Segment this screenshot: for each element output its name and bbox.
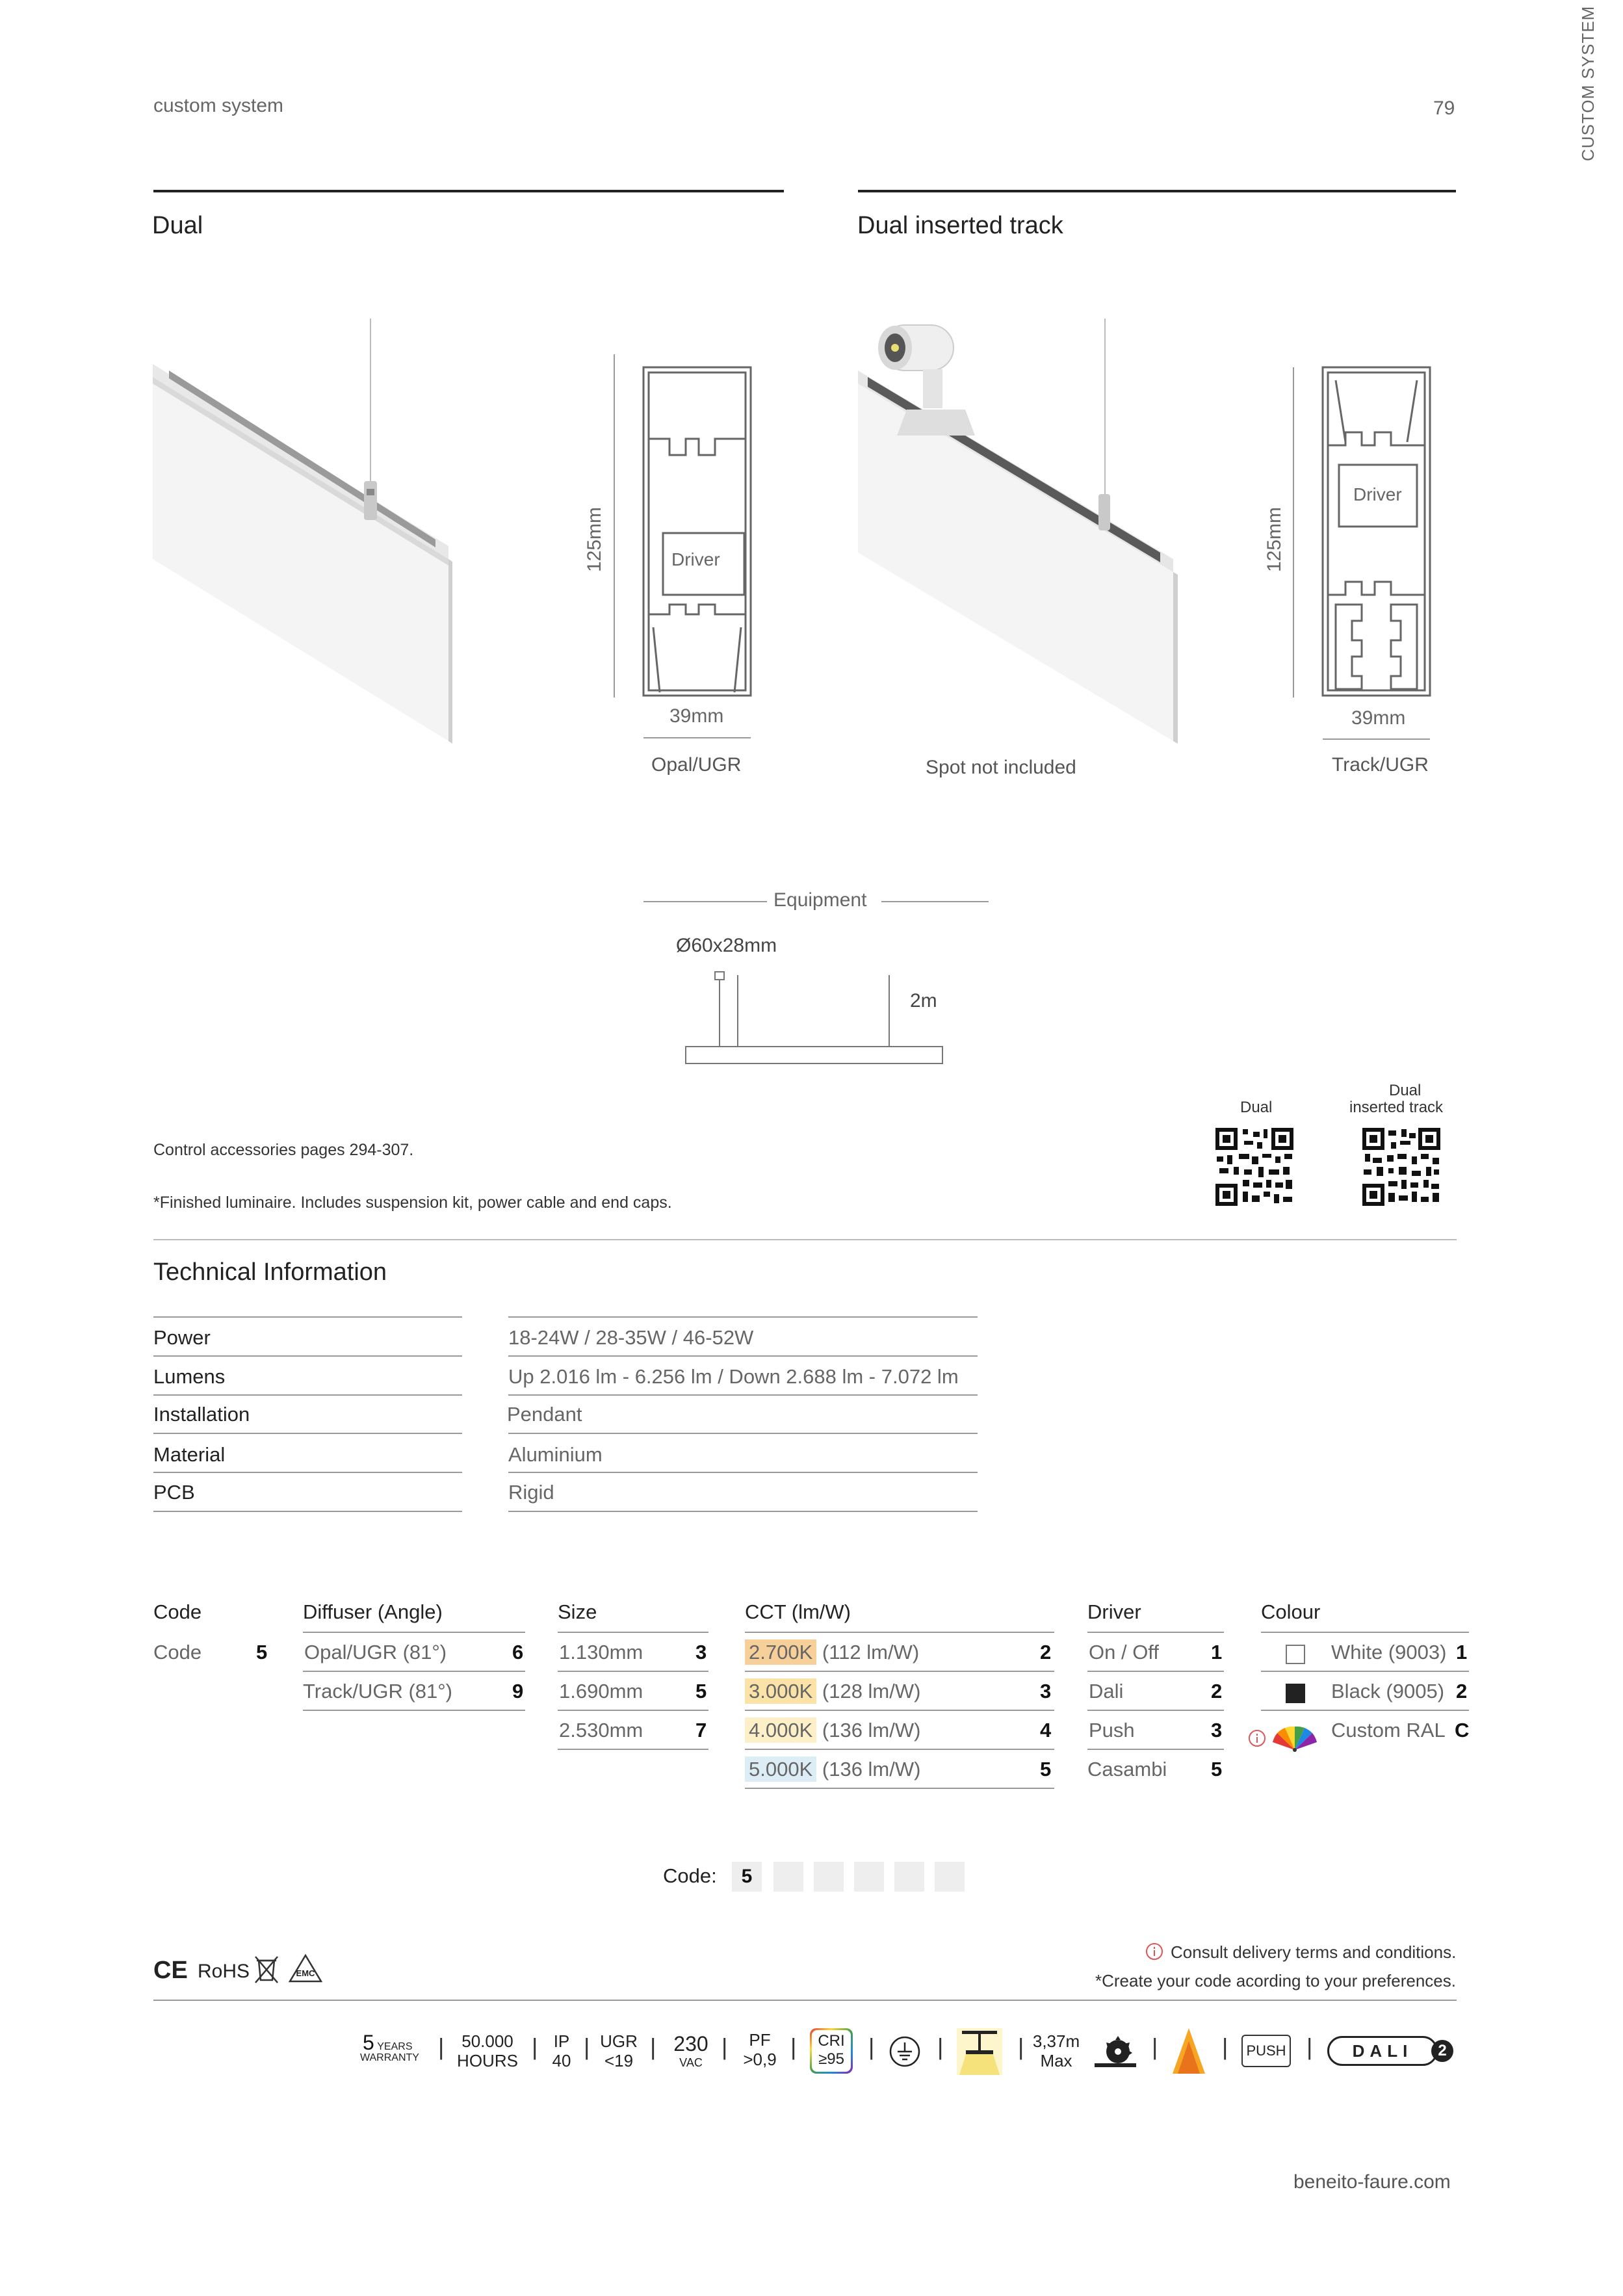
header-colour: Colour	[1261, 1600, 1321, 1623]
cct-efficacy: (136 lm/W)	[822, 1719, 921, 1742]
weee-bin-icon	[253, 1954, 279, 1984]
max-length-value: 3,37m	[1032, 2031, 1080, 2051]
cct-efficacy: (112 lm/W)	[822, 1641, 920, 1663]
spec-label-lumens: Lumens	[153, 1365, 226, 1388]
voltage-value: 230	[673, 2032, 708, 2055]
page-number: 79	[1433, 98, 1455, 119]
qr-code-dual[interactable]	[1215, 1128, 1293, 1206]
colour-option-label[interactable]: Black (9005)	[1331, 1680, 1445, 1702]
ral-color-fan-icon	[1271, 1724, 1319, 1753]
code-slot-value: 5	[741, 1866, 753, 1887]
diffuser-option-label[interactable]: Opal/UGR (81°)	[304, 1641, 447, 1663]
side-tab: CUSTOM SYSTEM	[1578, 5, 1598, 161]
colour-option-code: 2	[1456, 1680, 1468, 1702]
spec-value-material: Aluminium	[508, 1443, 603, 1466]
website-link[interactable]: beneito-faure.com	[1293, 2171, 1451, 2193]
dali-logo-text: DALI	[1327, 2036, 1438, 2066]
size-option-code: 3	[695, 1641, 707, 1663]
accessories-note: Control accessories pages 294-307.	[153, 1141, 414, 1159]
driver-option-code: 3	[1211, 1719, 1223, 1742]
up-down-light-icon	[957, 2028, 1002, 2075]
dual-width-label: 39mm	[669, 705, 724, 727]
code-slot-driver[interactable]	[894, 1862, 924, 1892]
equipment-cable: 2m	[910, 990, 937, 1011]
driver-option-code: 1	[1211, 1641, 1223, 1663]
dual-track-title: Dual inserted track	[857, 212, 1063, 239]
warranty-label: WARRANTY	[360, 2052, 419, 2063]
push-dimming-badge: PUSH	[1241, 2035, 1291, 2067]
hours-badge	[455, 2032, 520, 2071]
ip-label: IP	[553, 2031, 570, 2051]
dual-track-luminaire-image	[855, 312, 1180, 754]
code-label: Code	[153, 1641, 202, 1663]
cri-label: CRI	[818, 2032, 845, 2050]
max-length-badge	[1030, 2032, 1082, 2071]
voltage-badge	[669, 2032, 712, 2069]
code-slot-colour[interactable]	[935, 1862, 965, 1892]
dual-caption: Opal/UGR	[651, 754, 742, 776]
colour-option-code: 1	[1456, 1641, 1468, 1663]
header-cct: CCT (lm/W)	[745, 1600, 851, 1623]
dual-track-height-label: 125mm	[1264, 506, 1285, 572]
header-size: Size	[558, 1600, 597, 1623]
spec-label-pcb: PCB	[153, 1481, 195, 1504]
dual-track-driver-label: Driver	[1353, 484, 1402, 504]
driver-option-code: 5	[1211, 1758, 1223, 1781]
rohs-mark: RoHS	[198, 1961, 250, 1982]
dual-track-caption: Track/UGR	[1332, 754, 1429, 776]
voltage-unit: VAC	[679, 2055, 703, 2069]
header-code: Code	[153, 1600, 202, 1623]
pf-label: PF	[749, 2030, 771, 2050]
dual-rule	[153, 190, 784, 192]
max-length-label: Max	[1040, 2050, 1072, 2070]
delivery-note: Consult delivery terms and conditions.	[1171, 1942, 1457, 1962]
header-driver: Driver	[1087, 1600, 1141, 1623]
info-icon[interactable]	[1145, 1942, 1163, 1961]
size-option-code: 7	[695, 1719, 707, 1742]
dali-version: 2	[1431, 2040, 1453, 2062]
hours-value: 50.000	[461, 2031, 513, 2051]
dali-2-badge	[1327, 2036, 1455, 2066]
cct-code: 2	[1040, 1641, 1052, 1663]
ugr-label: UGR	[600, 2031, 638, 2051]
cct-temp: 4.000K	[745, 1717, 816, 1743]
info-icon[interactable]	[1248, 1729, 1266, 1747]
qr-code-dual-inserted-track[interactable]	[1362, 1128, 1440, 1206]
size-option-label[interactable]: 1.690mm	[559, 1680, 643, 1702]
emc-mark-icon	[289, 1954, 322, 1983]
warranty-unit: YEARS	[377, 2041, 413, 2052]
hours-label: HOURS	[457, 2050, 518, 2070]
qr-track-label-line1: Dual	[1389, 1082, 1422, 1099]
driver-option-label[interactable]: Dali	[1089, 1680, 1124, 1702]
cct-option[interactable]	[745, 1641, 919, 1664]
ugr-badge	[598, 2032, 640, 2071]
badges-divider	[153, 2000, 1457, 2001]
cct-efficacy: (136 lm/W)	[822, 1758, 921, 1781]
spec-value-installation: Pendant	[507, 1403, 582, 1426]
warranty-badge	[360, 2031, 419, 2063]
cct-code: 3	[1040, 1680, 1052, 1702]
dual-track-width-label: 39mm	[1351, 707, 1406, 729]
warm-dim-flame-icon	[1171, 2027, 1206, 2075]
size-option-code: 5	[695, 1680, 707, 1702]
warranty-years: 5	[363, 2031, 374, 2054]
cct-temp: 5.000K	[745, 1756, 816, 1782]
spot-note: Spot not included	[926, 757, 1076, 778]
size-option-label[interactable]: 1.130mm	[559, 1641, 643, 1663]
colour-option-label[interactable]: White (9003)	[1331, 1641, 1447, 1663]
driver-option-label[interactable]: Push	[1089, 1719, 1135, 1742]
spec-value-lumens: Up 2.016 lm - 6.256 lm / Down 2.688 lm - 7.072 lm	[508, 1365, 959, 1388]
driver-option-label[interactable]: On / Off	[1089, 1641, 1159, 1663]
diffuser-option-code: 6	[512, 1641, 524, 1663]
ip-value: 40	[552, 2050, 571, 2070]
white-swatch-icon	[1286, 1645, 1305, 1664]
header-diffuser: Diffuser (Angle)	[303, 1600, 443, 1623]
technical-title: Technical Information	[153, 1259, 387, 1286]
ugr-value: <19	[604, 2050, 634, 2070]
cct-code: 4	[1040, 1719, 1052, 1742]
create-code-note: *Create your code acording to your preferences.	[1095, 1971, 1456, 1990]
qr-track-label-line2: inserted track	[1349, 1099, 1444, 1116]
ip-badge	[547, 2032, 576, 2071]
class-one-earth-icon	[888, 2035, 922, 2068]
diffuser-option-code: 9	[512, 1680, 524, 1702]
cct-option[interactable]	[745, 1719, 920, 1742]
spec-label-power: Power	[153, 1326, 211, 1349]
cct-temp: 2.700K	[745, 1639, 816, 1665]
equipment-rule-right	[881, 901, 989, 902]
ce-mark-icon: CE	[153, 1957, 188, 1984]
driver-option-code: 2	[1211, 1680, 1223, 1702]
finished-note: *Finished luminaire. Includes suspension kit, power cable and end caps.	[153, 1194, 672, 1212]
equipment-drawing	[682, 969, 949, 1073]
code-slot-code	[732, 1862, 762, 1892]
pf-badge	[737, 2031, 783, 2070]
cct-temp: 3.000K	[745, 1678, 816, 1704]
dual-driver-label: Driver	[671, 549, 720, 569]
cct-option[interactable]	[745, 1680, 920, 1703]
cct-option[interactable]	[745, 1758, 920, 1781]
size-option-label[interactable]: 2.530mm	[559, 1719, 643, 1742]
equipment-canopy: Ø60x28mm	[676, 935, 777, 956]
pf-value: >0,9	[743, 2049, 777, 2069]
technical-divider	[153, 1239, 1457, 1240]
dual-height-label: 125mm	[584, 506, 605, 572]
diffuser-option-label[interactable]: Track/UGR (81°)	[303, 1680, 452, 1702]
colour-option-code: C	[1455, 1719, 1470, 1742]
cri-badge	[810, 2028, 853, 2074]
black-swatch-icon	[1286, 1684, 1305, 1703]
code-value: 5	[256, 1641, 268, 1663]
colour-option-label[interactable]: Custom RAL	[1331, 1719, 1446, 1742]
spec-value-pcb: Rigid	[508, 1481, 554, 1504]
cct-efficacy: (128 lm/W)	[822, 1680, 921, 1702]
qr-dual-label: Dual	[1240, 1099, 1273, 1116]
code-slot-size[interactable]	[814, 1862, 844, 1892]
spec-label-material: Material	[153, 1443, 226, 1466]
code-builder-label: Code:	[663, 1864, 717, 1887]
driver-option-label[interactable]: Casambi	[1087, 1758, 1167, 1781]
dual-title: Dual	[152, 212, 203, 239]
cct-code: 5	[1040, 1758, 1052, 1781]
spec-value-power: 18-24W / 28-35W / 46-52W	[508, 1326, 754, 1349]
cri-value: ≥95	[818, 2050, 844, 2068]
equipment-rule-left	[643, 901, 767, 902]
equipment-title: Equipment	[773, 889, 867, 911]
spec-label-installation: Installation	[153, 1403, 250, 1426]
dual-track-rule	[858, 190, 1456, 192]
emc-mark-text: EMC	[296, 1968, 315, 1978]
saw-cut-icon	[1095, 2033, 1136, 2070]
code-slot-cct[interactable]	[854, 1862, 884, 1892]
dual-luminaire-image	[149, 319, 461, 748]
section-name: custom system	[153, 95, 284, 116]
code-slot-diffuser[interactable]	[773, 1862, 803, 1892]
